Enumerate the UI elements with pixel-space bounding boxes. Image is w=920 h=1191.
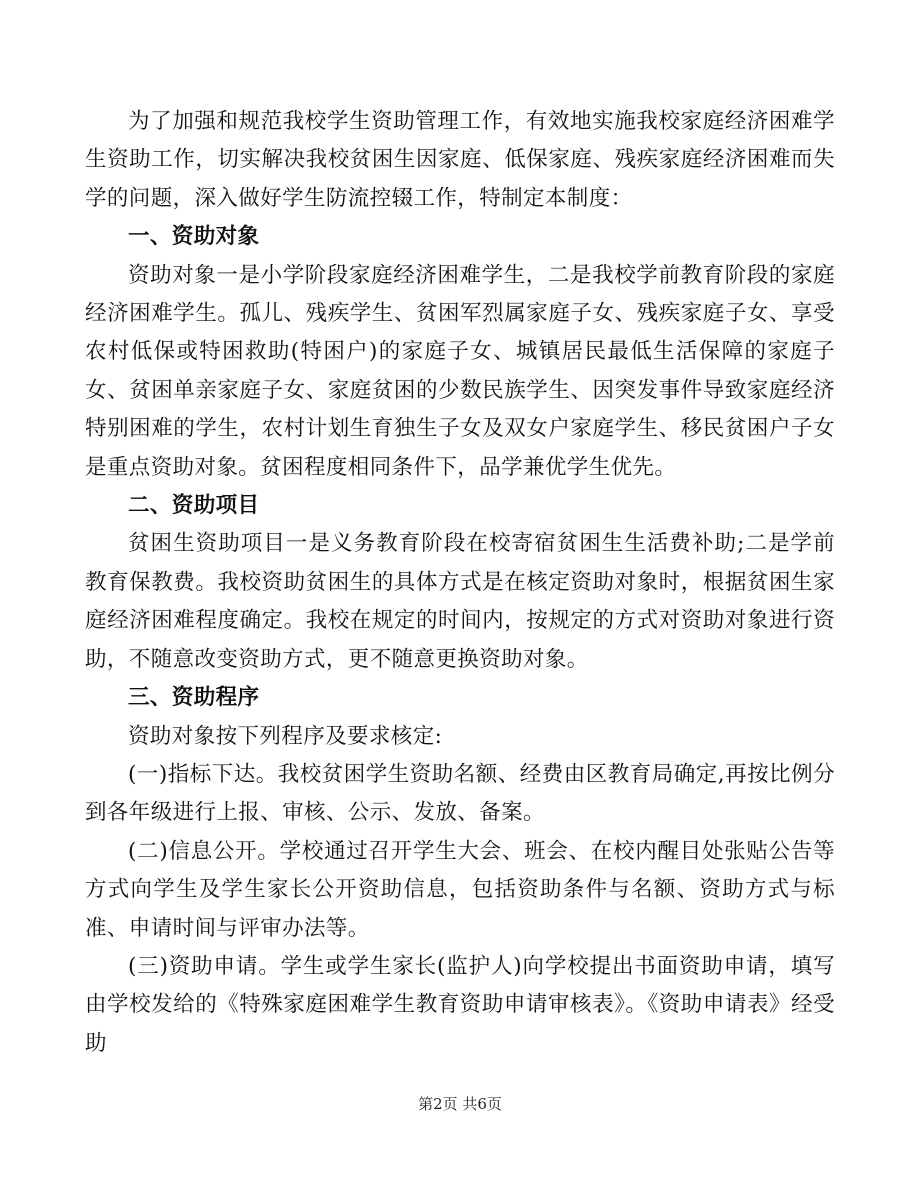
projects-paragraph: 贫困生资助项目一是义务教育阶段在校寄宿贫困生生活费补助;二是学前教育保教费。我校资助贫困生的具体方式是在核定资助对象时，根据贫困生家庭经济困难程度确定。我校在规定的时间内，按规定的方式对资助对象进行资助，不随意改变资助方式，更不随意更换资助对象。 <box>85 531 835 672</box>
intro-paragraph: 为了加强和规范我校学生资助管理工作，有效地实施我校家庭经济困难学生资助工作，切实解决我校贫困生因家庭、低保家庭、残疾家庭经济困难而失学的问题，深入做好学生防流控辍工作，特制定本制度： <box>85 109 835 211</box>
procedure-step-3: (三)资助申请。学生或学生家长(监护人)向学校提出书面资助申请，填写由学校发给的《特殊家庭困难学生教育资助申请审核表》。《资助申请表》经受助 <box>85 953 835 1056</box>
section-heading-recipients: 一、资助对象 <box>128 224 260 250</box>
section-heading-projects: 二、资助项目 <box>128 493 260 519</box>
page-number-footer: 第2页 共6页 <box>418 1095 502 1113</box>
section-heading-procedure: 三、资助程序 <box>128 685 260 711</box>
recipients-paragraph: 资助对象一是小学阶段家庭经济困难学生，二是我校学前教育阶段的家庭经济困难学生。孤儿、残疾学生、贫困军烈属家庭子女、残疾家庭子女、享受农村低保或特困救助(特困户)的家庭子女、城镇居民最低生活保障的家庭子女、贫困单亲家庭子女、家庭贫困的少数民族学生、因突发事件导致家庭经济特别困难的学生，农村计划生育独生子女及双女户家庭学生、移民贫困户子女是重点资助对象。贫困程度相同条件下，品学兼优学生优先。 <box>85 262 835 480</box>
procedure-step-1: (一)指标下达。我校贫困学生资助名额、经费由区教育局确定,再按比例分到各年级进行上报、审核、公示、发放、备案。 <box>85 761 835 826</box>
document-body <box>85 103 835 1063</box>
procedure-step-2: (二)信息公开。学校通过召开学生大会、班会、在校内醒目处张贴公告等方式向学生及学生家长公开资助信息，包括资助条件与名额、资助方式与标准、申请时间与评审办法等。 <box>85 838 835 941</box>
procedure-intro-paragraph: 资助对象按下列程序及要求核定: <box>128 723 443 749</box>
